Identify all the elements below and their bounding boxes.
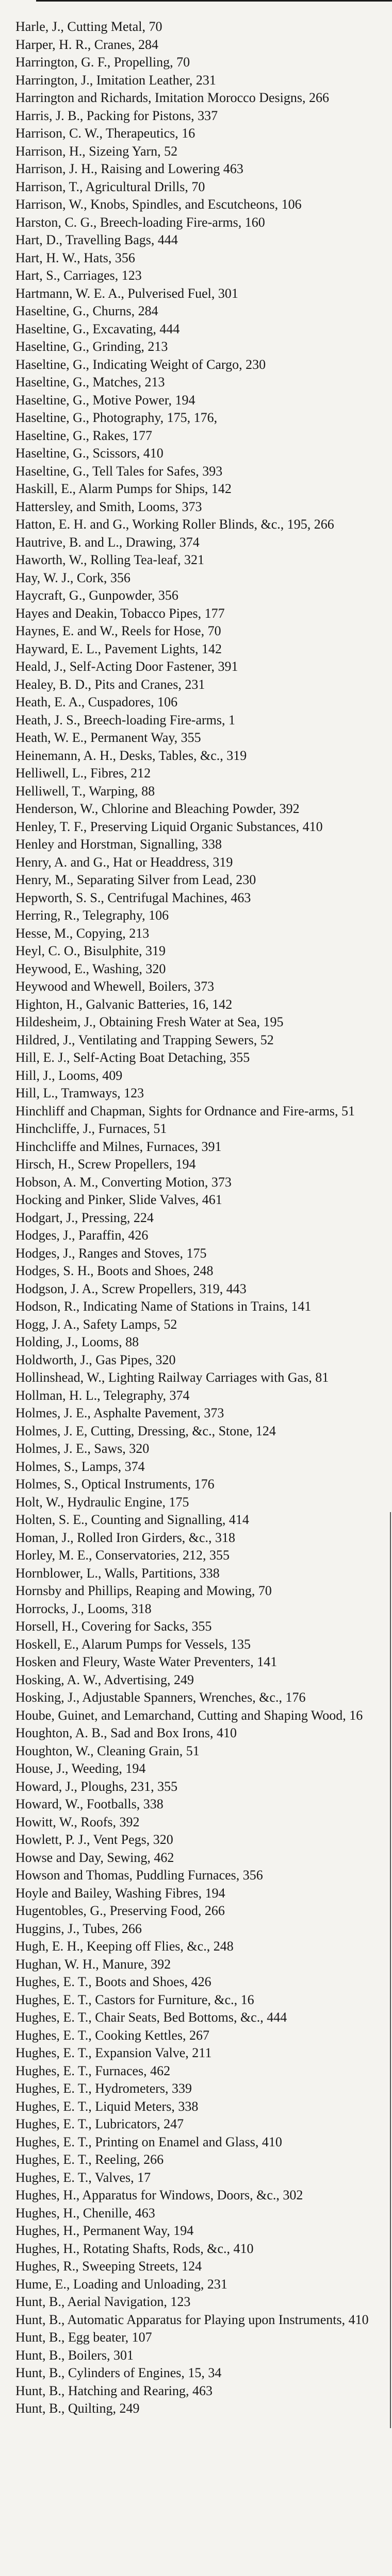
index-entry: Harston, C. G., Breech-loading Fire-arms, 160	[15, 214, 265, 230]
index-entry: Holmes, S., Optical Instruments, 176	[15, 1477, 215, 1492]
index-entry: Hughes, E. T., Printing on Enamel and Glass, 410	[15, 2134, 282, 2149]
index-entry: Hart, S., Carriages, 123	[15, 268, 142, 283]
index-entry: Henry, A. and G., Hat or Headdress, 319	[15, 854, 233, 870]
index-entry: Hesse, M., Copying, 213	[15, 925, 150, 941]
index-entry: Homan, J., Rolled Iron Girders, &c., 318	[15, 1530, 236, 1545]
index-entry: Hughes, H., Rotating Shafts, Rods, &c., 410	[15, 2241, 254, 2256]
index-entry: Hughes, E. T., Castors for Furniture, &c., 16	[15, 1992, 254, 2007]
index-entry: Hosking, A. W., Advertising, 249	[15, 1672, 194, 1687]
index-entry: Hughes, E. T., Chair Seats, Bed Bottoms, &c., 444	[15, 2010, 287, 2025]
index-entry: Hoube, Guinet, and Lemarchand, Cutting and Shaping Wood, 16	[15, 1707, 363, 1723]
top-rule	[36, 0, 392, 2]
index-entry: Haseltine, G., Motive Power, 194	[15, 392, 195, 408]
patent-index-list	[15, 18, 380, 2428]
index-entry: Holmes, J. E., Saws, 320	[15, 1441, 150, 1456]
index-entry: Hughes, E. T., Furnaces, 462	[15, 2063, 171, 2078]
index-entry: Hocking and Pinker, Slide Valves, 461	[15, 1192, 222, 1207]
index-entry: Heath, E. A., Cuspadores, 106	[15, 694, 178, 709]
index-entry: Henley, T. F., Preserving Liquid Organic Substances, 410	[15, 819, 323, 834]
index-entry: Haseltine, G., Scissors, 410	[15, 446, 164, 461]
index-entry: Horsell, H., Covering for Sacks, 355	[15, 1619, 212, 1634]
index-entry: Harper, H. R., Cranes, 284	[15, 37, 158, 52]
index-entry: Hughes, E. T., Liquid Meters, 338	[15, 2098, 199, 2114]
index-entry: Howlett, P. J., Vent Pegs, 320	[15, 1832, 173, 1847]
index-entry: Hughes, E. T., Cooking Kettles, 267	[15, 2027, 210, 2043]
index-entry: Heinemann, A. H., Desks, Tables, &c., 319	[15, 748, 247, 763]
index-entry: Harrison, T., Agricultural Drills, 70	[15, 179, 205, 194]
index-entry: Hogg, J. A., Safety Lamps, 52	[15, 1316, 177, 1332]
index-entry: Henry, M., Separating Silver from Lead, 230	[15, 872, 256, 887]
index-entry: Hughan, W. H., Manure, 392	[15, 1956, 171, 1972]
index-entry: Haseltine, G., Churns, 284	[15, 303, 158, 318]
index-entry: Hughes, E. T., Hydrometers, 339	[15, 2081, 192, 2096]
index-entry: Haseltine, G., Matches, 213	[15, 375, 165, 389]
index-entry: Heath, J. S., Breech-loading Fire-arms, 1	[15, 712, 236, 727]
index-entry: Hornblower, L., Walls, Partitions, 338	[15, 1565, 220, 1581]
index-entry: Howitt, W., Roofs, 392	[15, 1814, 140, 1829]
index-entry: Haseltine, G., Indicating Weight of Cargo, 230	[15, 357, 266, 372]
index-entry: Highton, H., Galvanic Batteries, 16, 142	[15, 996, 233, 1012]
index-entry: Hosking, J., Adjustable Spanners, Wrenches, &c., 176	[15, 1690, 306, 1705]
index-entry: Horley, M. E., Conservatories, 212, 355	[15, 1548, 230, 1563]
index-entry: Hornsby and Phillips, Reaping and Mowing, 70	[15, 1583, 272, 1598]
index-entry: Hildred, J., Ventilating and Trapping Sewers, 52	[15, 1032, 274, 1047]
index-entry: Hill, J., Looms, 409	[15, 1067, 123, 1083]
index-entry: Hunt, B., Egg beater, 107	[15, 2330, 152, 2345]
index-entry: Herring, R., Telegraphy, 106	[15, 908, 169, 923]
index-entry: House, J., Weeding, 194	[15, 1761, 146, 1776]
index-entry: Hunt, B., Aerial Navigation, 123	[15, 2294, 191, 2309]
index-entry: Howse and Day, Sewing, 462	[15, 1850, 174, 1865]
index-entry: Howard, W., Footballs, 338	[15, 1797, 164, 1811]
index-entry: Hosken and Fleury, Waste Water Preventers, 141	[15, 1654, 277, 1669]
index-entry: Harrison, H., Sizeing Yarn, 52	[15, 143, 178, 159]
index-entry: Hodges, J., Paraffin, 426	[15, 1228, 149, 1243]
index-entry: Hoskell, E., Alarum Pumps for Vessels, 135	[15, 1636, 251, 1652]
index-entry: Holt, W., Hydraulic Engine, 175	[15, 1494, 189, 1510]
index-entry: Hinchliff and Chapman, Sights for Ordnance and Fire-arms, 51	[15, 1103, 355, 1118]
index-entry: Hart, D., Travelling Bags, 444	[15, 232, 178, 247]
index-entry: Hugh, E. H., Keeping off Flies, &c., 248	[15, 1939, 234, 1954]
index-entry: Holding, J., Looms, 88	[15, 1334, 139, 1349]
index-entry: Hautrive, B. and L., Drawing, 374	[15, 534, 200, 550]
index-entry: Hughes, R., Sweeping Streets, 124	[15, 2259, 202, 2274]
index-entry: Harris, J. B., Packing for Pistons, 337	[15, 108, 218, 123]
index-entry: Hunt, B., Quilting, 249	[15, 2401, 140, 2416]
index-entry: Hollman, H. L., Telegraphy, 374	[15, 1387, 190, 1403]
index-entry: Huggins, J., Tubes, 266	[15, 1921, 142, 1936]
index-entry: Haseltine, G., Tell Tales for Safes, 393	[15, 463, 223, 479]
index-entry: Haseltine, G., Excavating, 444	[15, 321, 180, 336]
index-entry: Hattersley, and Smith, Looms, 373	[15, 499, 202, 514]
index-entry: Haynes, E. and W., Reels for Hose, 70	[15, 623, 221, 638]
index-entry: Hatton, E. H. and G., Working Roller Blinds, &c., 195, 266	[15, 517, 334, 532]
index-entry: Hinchcliffe and Milnes, Furnaces, 391	[15, 1139, 222, 1154]
index-entry: Holmes, J. E, Cutting, Dressing, &c., Stone, 124	[15, 1423, 276, 1438]
index-entry: Hill, E. J., Self-Acting Boat Detaching, 355	[15, 1050, 250, 1065]
index-entry: Hodson, R., Indicating Name of Stations in Trains, 141	[15, 1299, 312, 1314]
index-entry: Hayes and Deakin, Tobacco Pipes, 177	[15, 605, 225, 621]
index-entry: Hughes, E. T., Reeling, 266	[15, 2152, 164, 2167]
index-entry: Hughes, E. T., Valves, 17	[15, 2170, 151, 2185]
index-entry: Hume, E., Loading and Unloading, 231	[15, 2276, 227, 2292]
index-entry: Harrison, W., Knobs, Spindles, and Escutcheons, 106	[15, 197, 302, 212]
index-entry: Hughes, H., Chenille, 463	[15, 2205, 155, 2221]
index-entry: Hollinshead, W., Lighting Railway Carriages with Gas, 81	[15, 1370, 329, 1385]
index-entry: Hepworth, S. S., Centrifugal Machines, 463	[15, 890, 251, 905]
index-entry: Hinchcliffe, J., Furnaces, 51	[15, 1121, 167, 1136]
index-entry: Henderson, W., Chlorine and Bleaching Powder, 392	[15, 801, 300, 816]
index-entry: Harrington and Richards, Imitation Morocco Designs, 266	[15, 90, 329, 105]
index-entry: Hart, H. W., Hats, 356	[15, 250, 135, 265]
index-entry: Harrington, J., Imitation Leather, 231	[15, 72, 216, 88]
index-entry: Hughes, H., Apparatus for Windows, Doors, &c., 302	[15, 2188, 303, 2202]
index-entry: Harle, J., Cutting Metal, 70	[15, 19, 162, 34]
index-entry: Heath, W. E., Permanent Way, 355	[15, 730, 201, 745]
index-entry: Helliwell, T., Warping, 88	[15, 783, 155, 799]
index-entry: Hughes, E. T., Boots and Shoes, 426	[15, 1974, 211, 1989]
index-entry: Harrison, C. W., Therapeutics, 16	[15, 126, 195, 141]
index-entry: Hughes, E. T., Lubricators, 247	[15, 2116, 184, 2131]
index-entry: Heald, J., Self-Acting Door Fastener, 391	[15, 659, 238, 674]
index-entry: Haseltine, G., Grinding, 213	[15, 339, 168, 354]
index-entry: Henley and Horstman, Signalling, 338	[15, 837, 222, 852]
index-entry: Hodgart, J., Pressing, 224	[15, 1210, 154, 1225]
index-entry: Hunt, B., Hatching and Rearing, 463	[15, 2383, 213, 2398]
index-entry: Hirsch, H., Screw Propellers, 194	[15, 1157, 196, 1172]
index-entry: Haycraft, G., Gunpowder, 356	[15, 588, 178, 603]
index-entry: Helliwell, L., Fibres, 212	[15, 766, 151, 781]
index-entry: Howson and Thomas, Puddling Furnaces, 356	[15, 1868, 263, 1883]
index-entry: Harrington, G. F., Propelling, 70	[15, 55, 190, 70]
index-entry: Hugentobles, G., Preserving Food, 266	[15, 1903, 225, 1918]
index-entry: Horrocks, J., Looms, 318	[15, 1601, 152, 1616]
index-entry: Hoyle and Bailey, Washing Fibres, 194	[15, 1885, 225, 1901]
index-entry: Houghton, W., Cleaning Grain, 51	[15, 1743, 200, 1758]
index-entry: Haseltine, G., Rakes, 177	[15, 428, 153, 443]
index-entry: Holten, S. E., Counting and Signalling, 414	[15, 1512, 249, 1527]
index-entry: Hobson, A. M., Converting Motion, 373	[15, 1174, 232, 1190]
index-entry: Hodges, J., Ranges and Stoves, 175	[15, 1245, 207, 1261]
index-entry: Heyl, C. O., Bisulphite, 319	[15, 943, 166, 958]
index-entry: Holmes, S., Lamps, 374	[15, 1459, 145, 1474]
index-entry: Howard, J., Ploughs, 231, 355	[15, 1778, 178, 1794]
column-rule	[390, 1512, 391, 2428]
index-entry: Holmes, J. E., Asphalte Pavement, 373	[15, 1405, 224, 1420]
index-entry: Hodges, S. H., Boots and Shoes, 248	[15, 1263, 214, 1278]
index-entry: Holdworth, J., Gas Pipes, 320	[15, 1352, 176, 1367]
index-entry: Healey, B. D., Pits and Cranes, 231	[15, 676, 205, 692]
index-entry: Houghton, A. B., Sad and Box Irons, 410	[15, 1725, 237, 1740]
index-entry: Hunt, B., Cylinders of Engines, 15, 34	[15, 2365, 222, 2380]
index-entry: Heywood and Whewell, Boilers, 373	[15, 979, 215, 994]
index-entry: Harrison, J. H., Raising and Lowering 463	[15, 161, 243, 176]
index-entry: Hughes, E. T., Expansion Valve, 211	[15, 2045, 212, 2060]
index-entry: Heywood, E., Washing, 320	[15, 961, 166, 976]
index-entry: Hodgson, J. A., Screw Propellers, 319, 443	[15, 1281, 247, 1296]
index-entry: Haseltine, G., Photography, 175, 176,	[15, 410, 218, 425]
index-entry: Hayward, E. L., Pavement Lights, 142	[15, 641, 222, 656]
index-entry: Hunt, B., Automatic Apparatus for Playing upon Instruments, 410	[15, 2312, 369, 2327]
index-entry: Hay, W. J., Cork, 356	[15, 570, 130, 585]
index-entry: Hunt, B., Boilers, 301	[15, 2347, 134, 2363]
index-entry: Hill, L., Tramways, 123	[15, 1086, 144, 1100]
index-entry: Haworth, W., Rolling Tea-leaf, 321	[15, 552, 204, 567]
index-entry: Hughes, H., Permanent Way, 194	[15, 2223, 194, 2238]
index-entry: Haskill, E., Alarm Pumps for Ships, 142	[15, 481, 232, 496]
index-entry: Hildesheim, J., Obtaining Fresh Water at Sea, 195	[15, 1014, 284, 1029]
index-entry: Hartmann, W. E. A., Pulverised Fuel, 301	[15, 285, 238, 301]
